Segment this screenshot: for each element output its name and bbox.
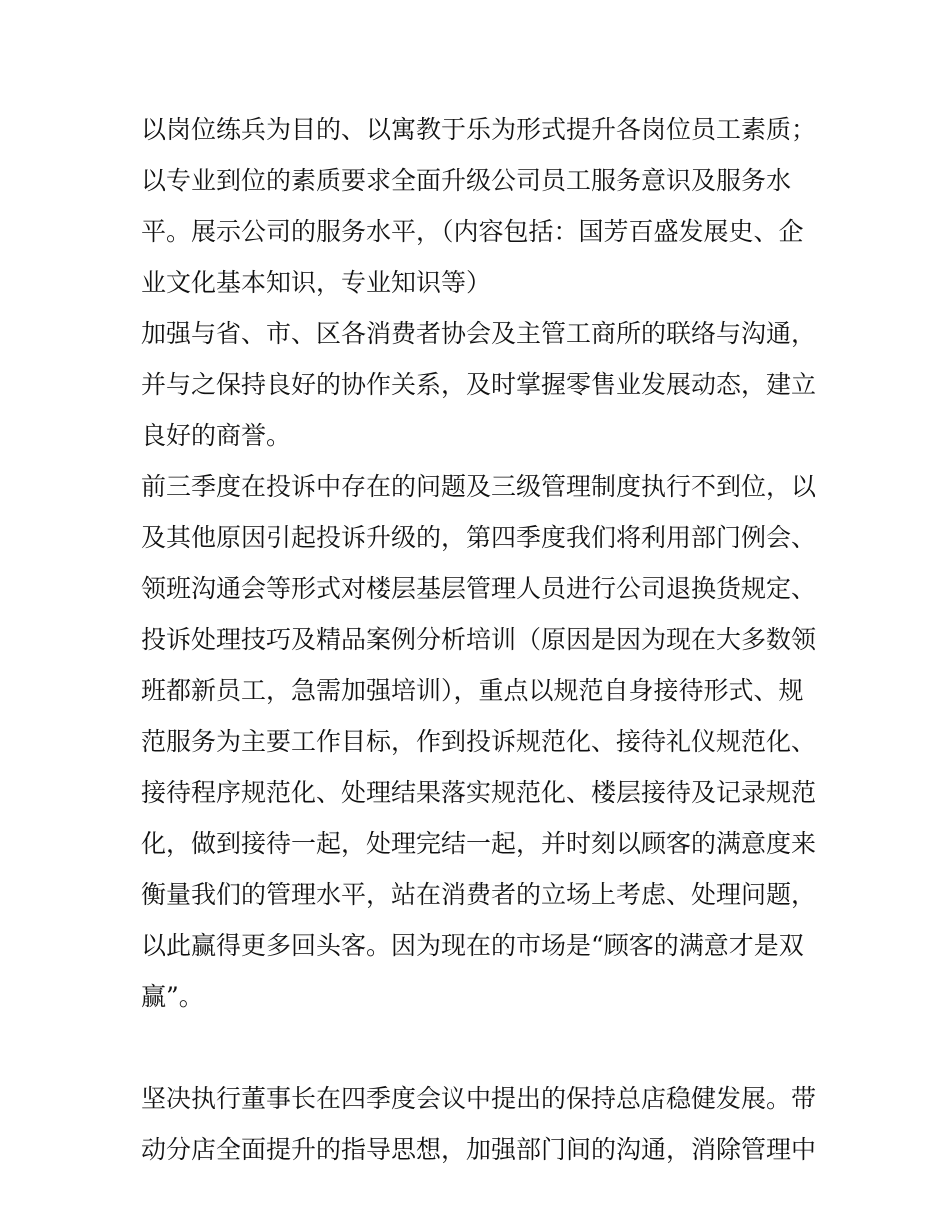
text-line: 以岗位练兵为目的、以寓教于乐为形式提升各岗位员工素质； <box>141 115 817 144</box>
text-line: 领班沟通会等形式对楼层基层管理人员进行公司退换货规定、 <box>141 574 817 603</box>
document-body <box>141 104 821 1175</box>
text-line: 及其他原因引起投诉升级的，第四季度我们将利用部门例会、 <box>141 523 817 552</box>
text-line: 平。展示公司的服务水平，（内容包括：国芳百盛发展史、企 <box>141 217 804 246</box>
text-line: 范服务为主要工作目标，作到投诉规范化、接待礼仪规范化、 <box>141 727 817 756</box>
text-line: 良好的商誉。 <box>141 421 292 450</box>
text-line: 衡量我们的管理水平，站在消费者的立场上考虑、处理问题， <box>141 880 817 909</box>
text-line: 业文化基本知识，专业知识等） <box>141 268 492 297</box>
paragraph-consumer-association <box>141 308 821 461</box>
paragraph-complaint-handling <box>141 461 821 1073</box>
text-line: 并与之保持良好的协作关系，及时掌握零售业发展动态，建立 <box>141 370 817 399</box>
paragraph-chairman-directive <box>141 1073 821 1175</box>
text-line: 化，做到接待一起，处理完结一起，并时刻以顾客的满意度来 <box>141 829 817 858</box>
text-line: 前三季度在投诉中存在的问题及三级管理制度执行不到位，以 <box>141 472 817 501</box>
text-line: 动分店全面提升的指导思想，加强部门间的沟通，消除管理中 <box>141 1135 817 1164</box>
text-line: 加强与省、市、区各消费者协会及主管工商所的联络与沟通， <box>141 319 817 348</box>
text-line: 坚决执行董事长在四季度会议中提出的保持总店稳健发展。带 <box>141 1084 817 1113</box>
paragraph-training <box>141 104 821 308</box>
text-line: 接待程序规范化、处理结果落实规范化、楼层接待及记录规范 <box>141 778 817 807</box>
text-line: 以此赢得更多回头客。因为现在的市场是“顾客的满意才是双 <box>141 931 804 960</box>
text-line: 投诉处理技巧及精品案例分析培训（原因是因为现在大多数领 <box>141 625 817 654</box>
text-line: 以专业到位的素质要求全面升级公司员工服务意识及服务水 <box>141 166 792 195</box>
text-line <box>141 1022 821 1073</box>
text-line: 班都新员工，急需加强培训），重点以规范自身接待形式、规 <box>141 676 804 705</box>
text-line: 赢”。 <box>141 982 204 1011</box>
